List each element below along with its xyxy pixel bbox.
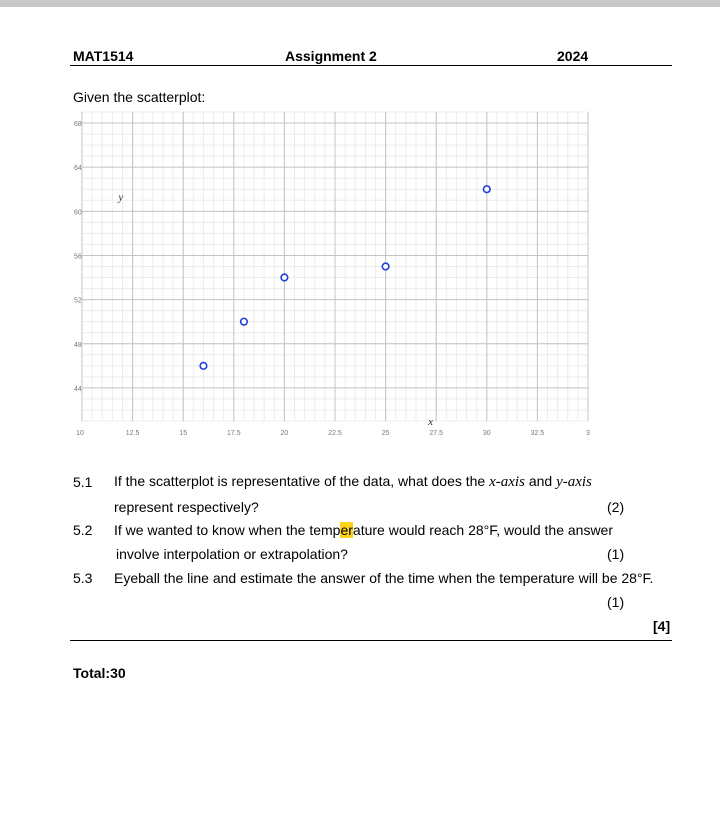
question-5-1-line-2: represent respectively? bbox=[114, 499, 259, 515]
y-tick-labels bbox=[74, 121, 82, 393]
assignment-total: Total:30 bbox=[73, 665, 126, 681]
course-code: MAT1514 bbox=[73, 48, 134, 64]
intro-text: Given the scatterplot: bbox=[73, 89, 206, 105]
x-tick-label: 17.5 bbox=[226, 430, 241, 437]
question-number: 5.2 bbox=[73, 522, 93, 538]
marks-5-3: (1) bbox=[607, 594, 625, 610]
y-tick-label: 64 bbox=[74, 165, 82, 173]
question-5-2-line-1: If we wanted to know when the temperature would reach 28°F, would the answer bbox=[114, 522, 614, 538]
question-number: 5.3 bbox=[73, 570, 93, 586]
y-tick-label: 60 bbox=[74, 209, 82, 217]
question-5-3-line-1: Eyeball the line and estimate the answer of the time when the temperature will be 28°F. bbox=[114, 570, 654, 586]
x-tick-label: 27.5 bbox=[429, 430, 444, 437]
marks-5-1: (2) bbox=[607, 499, 625, 515]
y-tick-label: 68 bbox=[74, 121, 82, 129]
question-5-2-line-2: involve interpolation or extrapolation? bbox=[116, 546, 348, 562]
y-tick-label: 56 bbox=[74, 253, 82, 261]
x-tick-labels bbox=[76, 430, 590, 437]
scatter-point bbox=[241, 318, 248, 325]
scatter-point bbox=[281, 274, 288, 281]
assignment-title: Assignment 2 bbox=[285, 48, 377, 64]
x-tick-label: 20 bbox=[280, 430, 289, 437]
question-5-1-line-1: If the scatterplot is representative of the data, what does the x-axis and y-axis bbox=[114, 473, 592, 490]
marks-5-2: (1) bbox=[607, 546, 625, 562]
y-tick-label: 48 bbox=[74, 341, 82, 349]
y-tick-label: 44 bbox=[74, 385, 82, 393]
x-tick-label: 15 bbox=[179, 430, 188, 437]
x-tick-label: 3 bbox=[586, 430, 590, 437]
scatter-point bbox=[382, 263, 389, 270]
top-bar bbox=[0, 0, 720, 7]
year: 2024 bbox=[557, 48, 589, 64]
scatter-point bbox=[200, 363, 207, 370]
question-number: 5.1 bbox=[73, 474, 93, 490]
x-tick-label: 10 bbox=[76, 430, 84, 437]
x-tick-label: 30 bbox=[482, 430, 491, 437]
y-axis-label: y bbox=[118, 191, 124, 204]
x-tick-label: 25 bbox=[381, 430, 390, 437]
scatterplot bbox=[70, 108, 590, 443]
x-axis-label: x bbox=[428, 416, 433, 428]
section-total: [4] bbox=[653, 618, 671, 634]
x-tick-label: 22.5 bbox=[328, 430, 342, 437]
scatter-point bbox=[484, 186, 491, 193]
x-tick-label: 32.5 bbox=[530, 430, 545, 437]
x-tick-label: 12.5 bbox=[125, 430, 140, 437]
section-rule bbox=[70, 640, 672, 641]
header-rule bbox=[70, 65, 672, 66]
text-cursor-highlight: er bbox=[340, 522, 353, 538]
y-tick-label: 52 bbox=[74, 297, 82, 305]
